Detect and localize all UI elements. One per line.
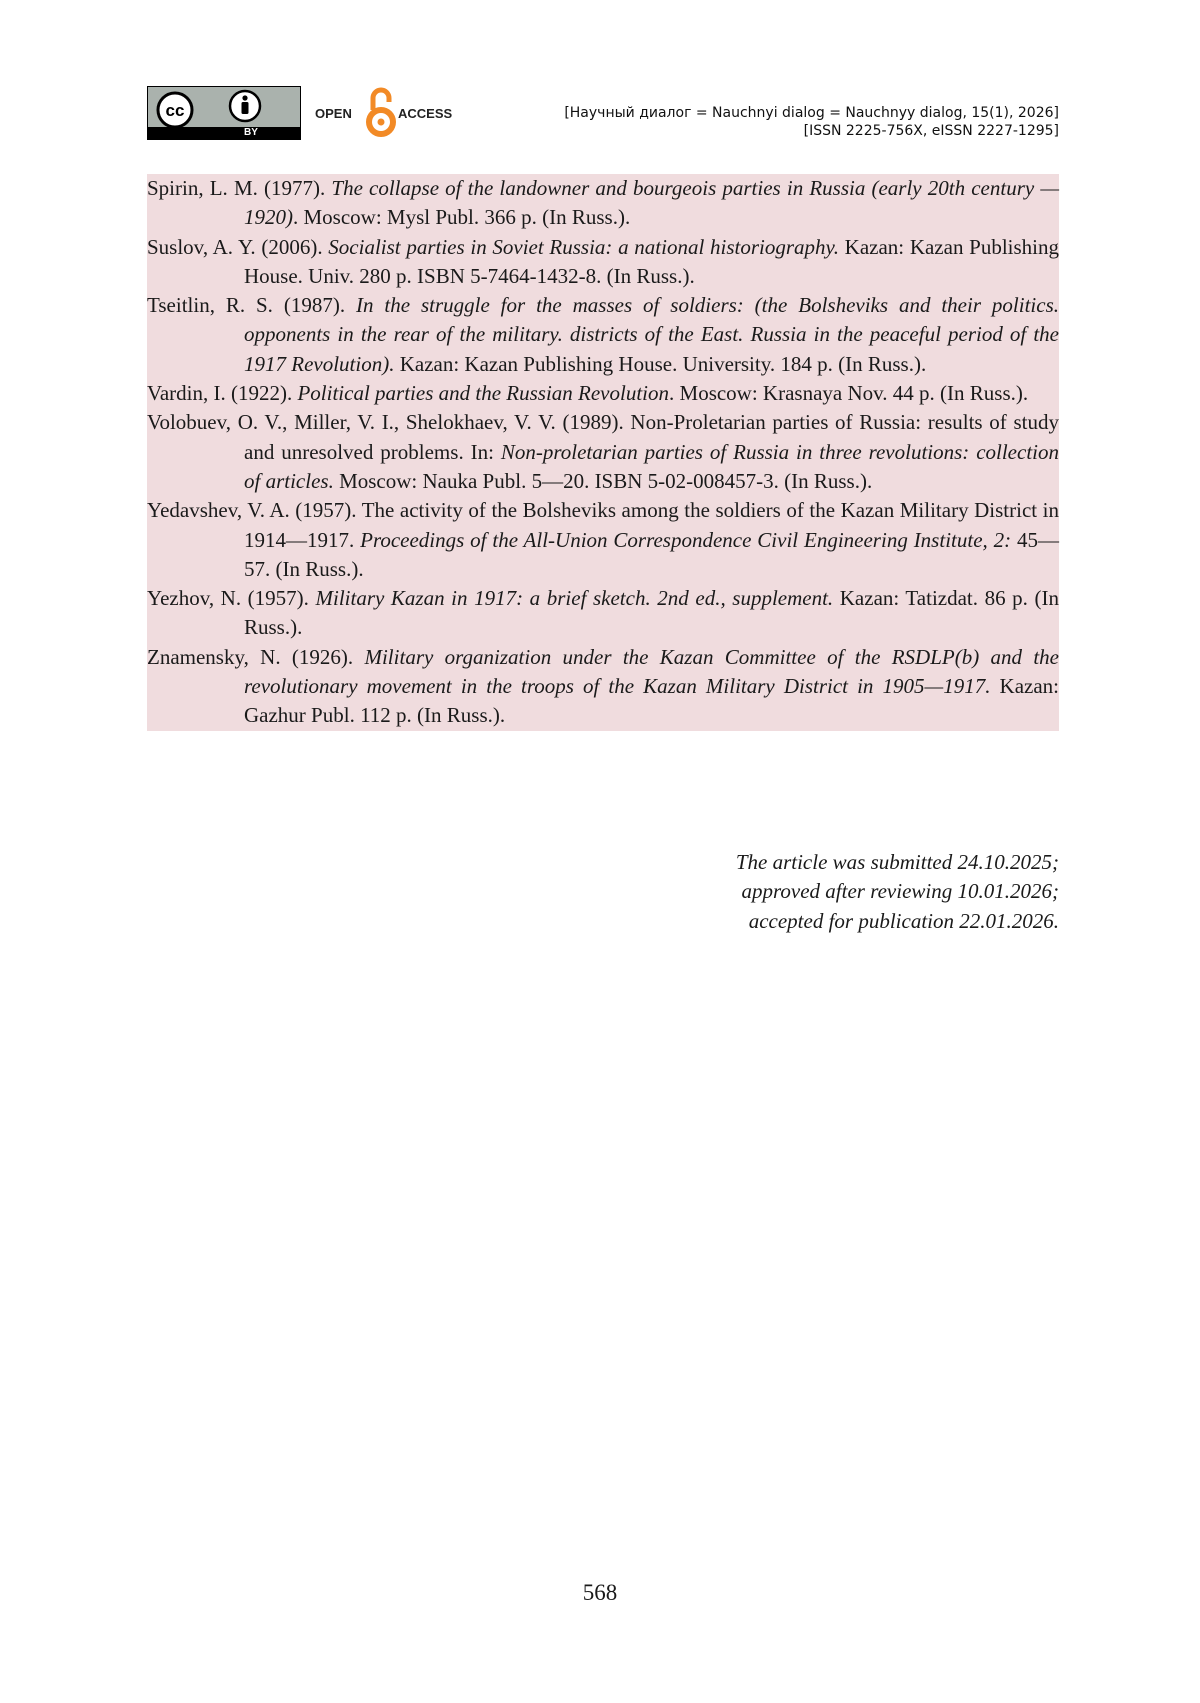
reference-list [147, 174, 1059, 731]
svg-text:cc: cc [165, 101, 185, 120]
journal-info [564, 104, 1059, 140]
open-access-logo [315, 86, 465, 140]
journal-citation: [Научный диалог = Nauchnyi dialog = Nauchnyy dialog, 15(1), 2026] [564, 105, 1059, 121]
submitted-date: The article was submitted 24.10.2025; [735, 850, 1059, 874]
approved-date: approved after reviewing 10.01.2026; [741, 879, 1059, 904]
access-label: ACCESS [398, 106, 453, 121]
accepted-date: accepted for publication 22.01.2026. [748, 908, 1059, 933]
reference-item: Vardin, I. (1922). Political parties and the Russian Revolution. Moscow: Krasnaya Nov. 44 p. (In Russ.). [147, 381, 1029, 406]
reference-item: Yedavshev, V. A. (1957). The activity of the Bolsheviks among the soldiers of the Kazan Military District in 1914—1917. Proceedings of the All-Union Correspondence Civil Engineering Institute, 2: 45—57. (In Russ.). [147, 498, 1060, 581]
open-access-lock-icon [365, 86, 397, 140]
article-dates [736, 848, 1059, 936]
cc-by-label: BY [244, 127, 258, 138]
reference-item: Suslov, A. Y. (2006). Socialist parties in Soviet Russia: a national historiography. Kazan: Kazan Publishing House. Univ. 280 p. ISBN 5-7464-1432-8. (In Russ.). [147, 234, 1059, 288]
journal-issn: [ISSN 2225-756X, eISSN 2227-1295] [803, 123, 1059, 139]
reference-item: Spirin, L. M. (1977). The collapse of the landowner and bourgeois parties in Russia (early 20th century — 1920). Moscow: Mysl Publ. 366 p. (In Russ.). [147, 176, 1060, 230]
page-header [147, 86, 1059, 142]
reference-item: Znamensky, N. (1926). Military organization under the Kazan Committee of the RSDLP(b) and the revolutionary movement in the troops of the Kazan Military District in 1905—1917. Kazan: Gazhur Publ. 112 p. (In Russ.). [147, 644, 1060, 728]
reference-item: Yezhov, N. (1957). Military Kazan in 1917: a brief sketch. 2nd ed., supplement. Kazan: Tatizdat. 86 p. (In Russ.). [147, 586, 1059, 640]
open-label: OPEN [315, 106, 352, 121]
reference-item: Tseitlin, R. S. (1987). In the struggle for the masses of soldiers: (the Bolsheviks and their politics. opponents in the rear of the military. districts of the East. Russia in the peaceful period of the 1917 Revolution). Kazan: Kazan Publishing House. University. 184 p. (In Russ.). [147, 293, 1059, 376]
page-number: 568 [582, 1580, 618, 1605]
reference-item: Volobuev, O. V., Miller, V. I., Shelokhaev, V. V. (1989). Non-Proletarian parties of Russia: results of study and unresolved problems. In: Non-proletarian parties of Russia in three revolutions: collection of articles. Moscow: Nauka Publ. 5—20. ISBN 5-02-008457-3. (In Russ.). [147, 410, 1059, 493]
cc-by-icon [147, 86, 301, 140]
